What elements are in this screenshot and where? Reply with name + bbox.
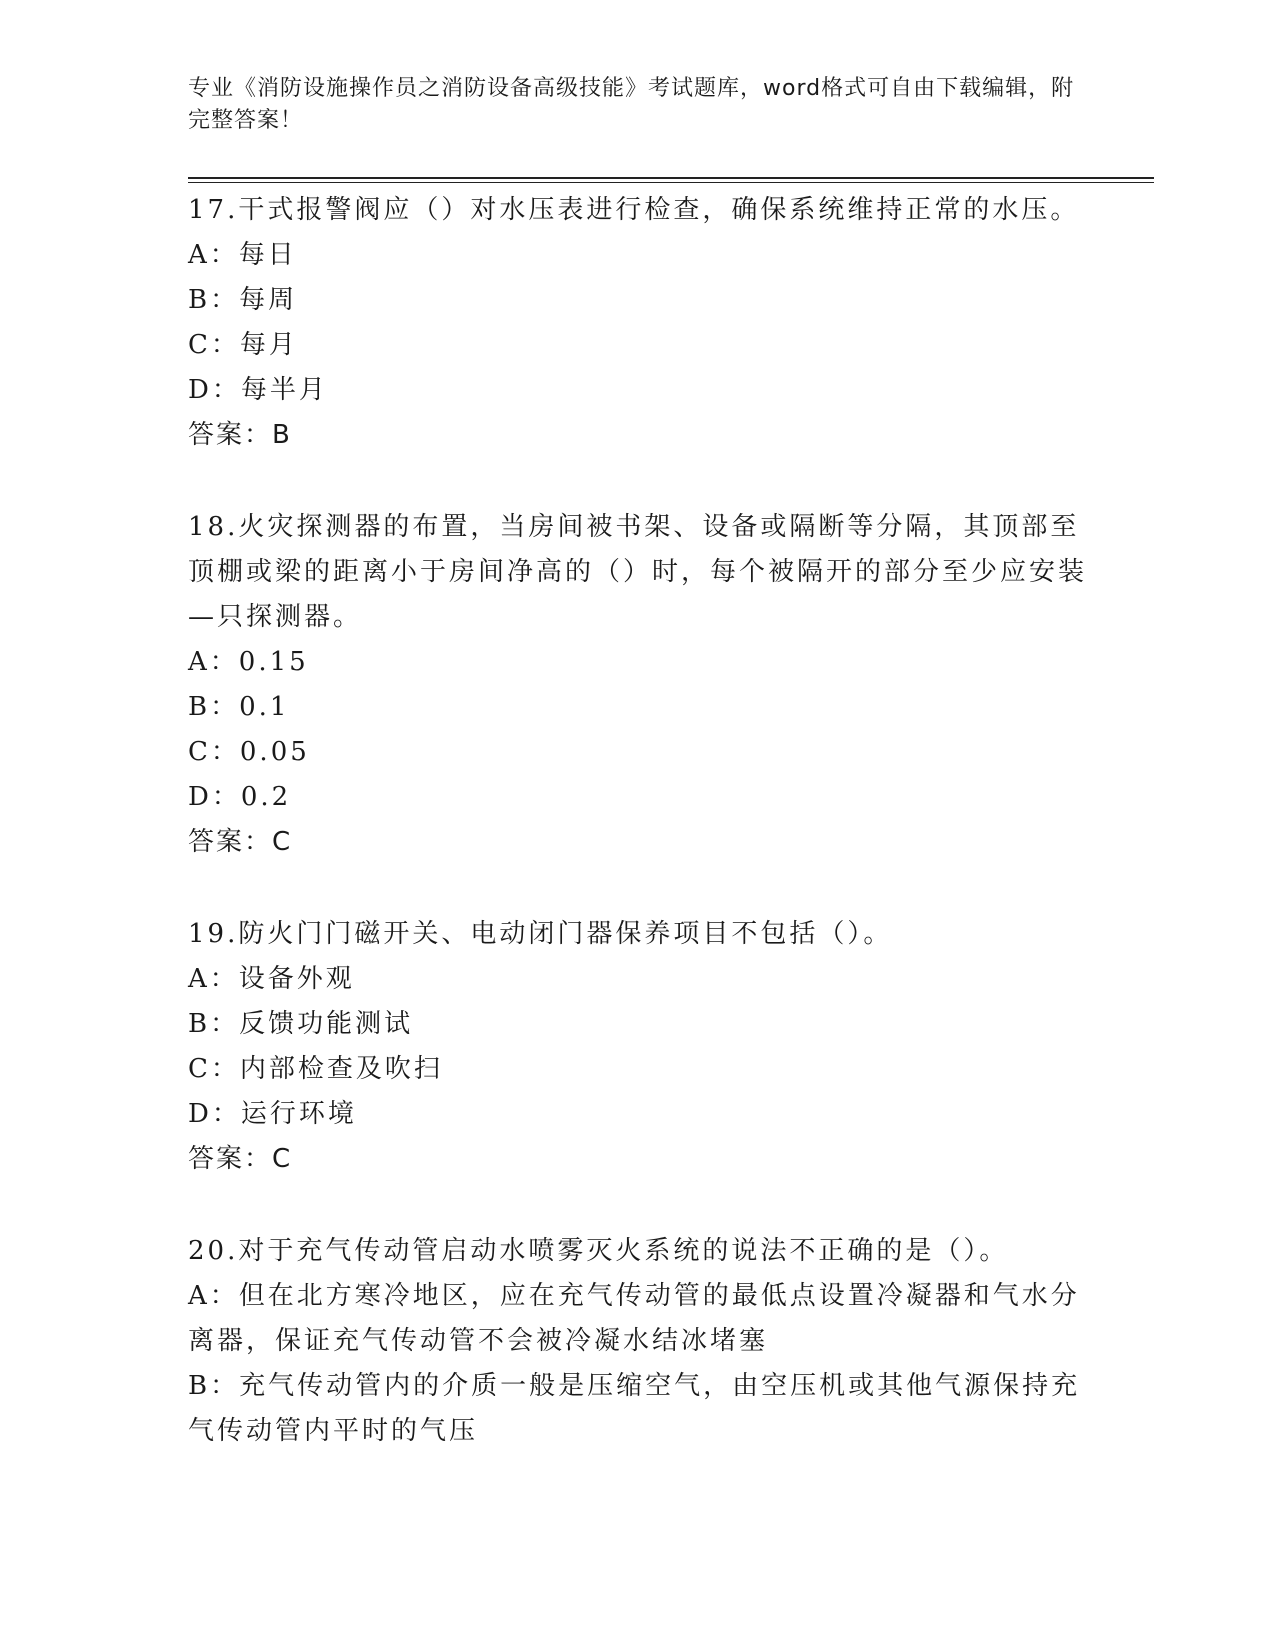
answer: 答案：C <box>188 827 293 857</box>
option-a: A：0.15 <box>188 647 309 677</box>
question-spacer <box>188 458 1088 505</box>
option-a: A：每日 <box>188 240 297 270</box>
option-b: B：反馈功能测试 <box>188 1009 414 1039</box>
question-stem: 18.火灾探测器的布置，当房间被书架、设备或隔断等分隔，其顶部至顶棚或梁的距离小于房间净高的（）时，每个被隔开的部分至少应安装—只探测器。 <box>188 512 1088 632</box>
option-d: D：运行环境 <box>188 1099 357 1129</box>
question-stem: 19.防火门门磁开关、电动闭门器保养项目不包括（）。 <box>188 919 893 949</box>
option-b: B：0.1 <box>188 692 290 722</box>
question-19 <box>188 912 1088 1182</box>
header-divider-thick <box>188 177 1154 179</box>
question-spacer <box>188 1182 1088 1229</box>
option-c: C：内部检查及吹扫 <box>188 1054 443 1084</box>
question-spacer <box>188 865 1088 912</box>
answer: 答案：B <box>188 420 292 450</box>
option-b: B：每周 <box>188 285 298 315</box>
option-a: A：设备外观 <box>188 964 355 994</box>
option-c: C：每月 <box>188 330 298 360</box>
option-b: B：充气传动管内的介质一般是压缩空气，由空压机或其他气源保持充气传动管内平时的气压 <box>188 1371 1081 1446</box>
question-20 <box>188 1229 1088 1454</box>
option-d: D：每半月 <box>188 375 328 405</box>
header-divider-thin <box>188 182 1154 183</box>
option-d: D：0.2 <box>188 782 292 812</box>
answer: 答案：C <box>188 1144 293 1174</box>
option-c: C：0.05 <box>188 737 310 767</box>
option-a: A：但在北方寒冷地区，应在充气传动管的最低点设置冷凝器和气水分离器，保证充气传动管不会被冷凝水结冰堵塞 <box>188 1281 1080 1356</box>
question-17 <box>188 188 1088 458</box>
question-18 <box>188 505 1088 865</box>
question-stem: 20.对于充气传动管启动水喷雾灭火系统的说法不正确的是（）。 <box>188 1236 1009 1266</box>
question-list <box>188 188 1088 1454</box>
question-stem: 17.干式报警阀应（）对水压表进行检查，确保系统维持正常的水压。 <box>188 195 1080 225</box>
document-header: 专业《消防设施操作员之消防设备高级技能》考试题库，word格式可自由下载编辑，附完整答案！ <box>188 76 1075 133</box>
